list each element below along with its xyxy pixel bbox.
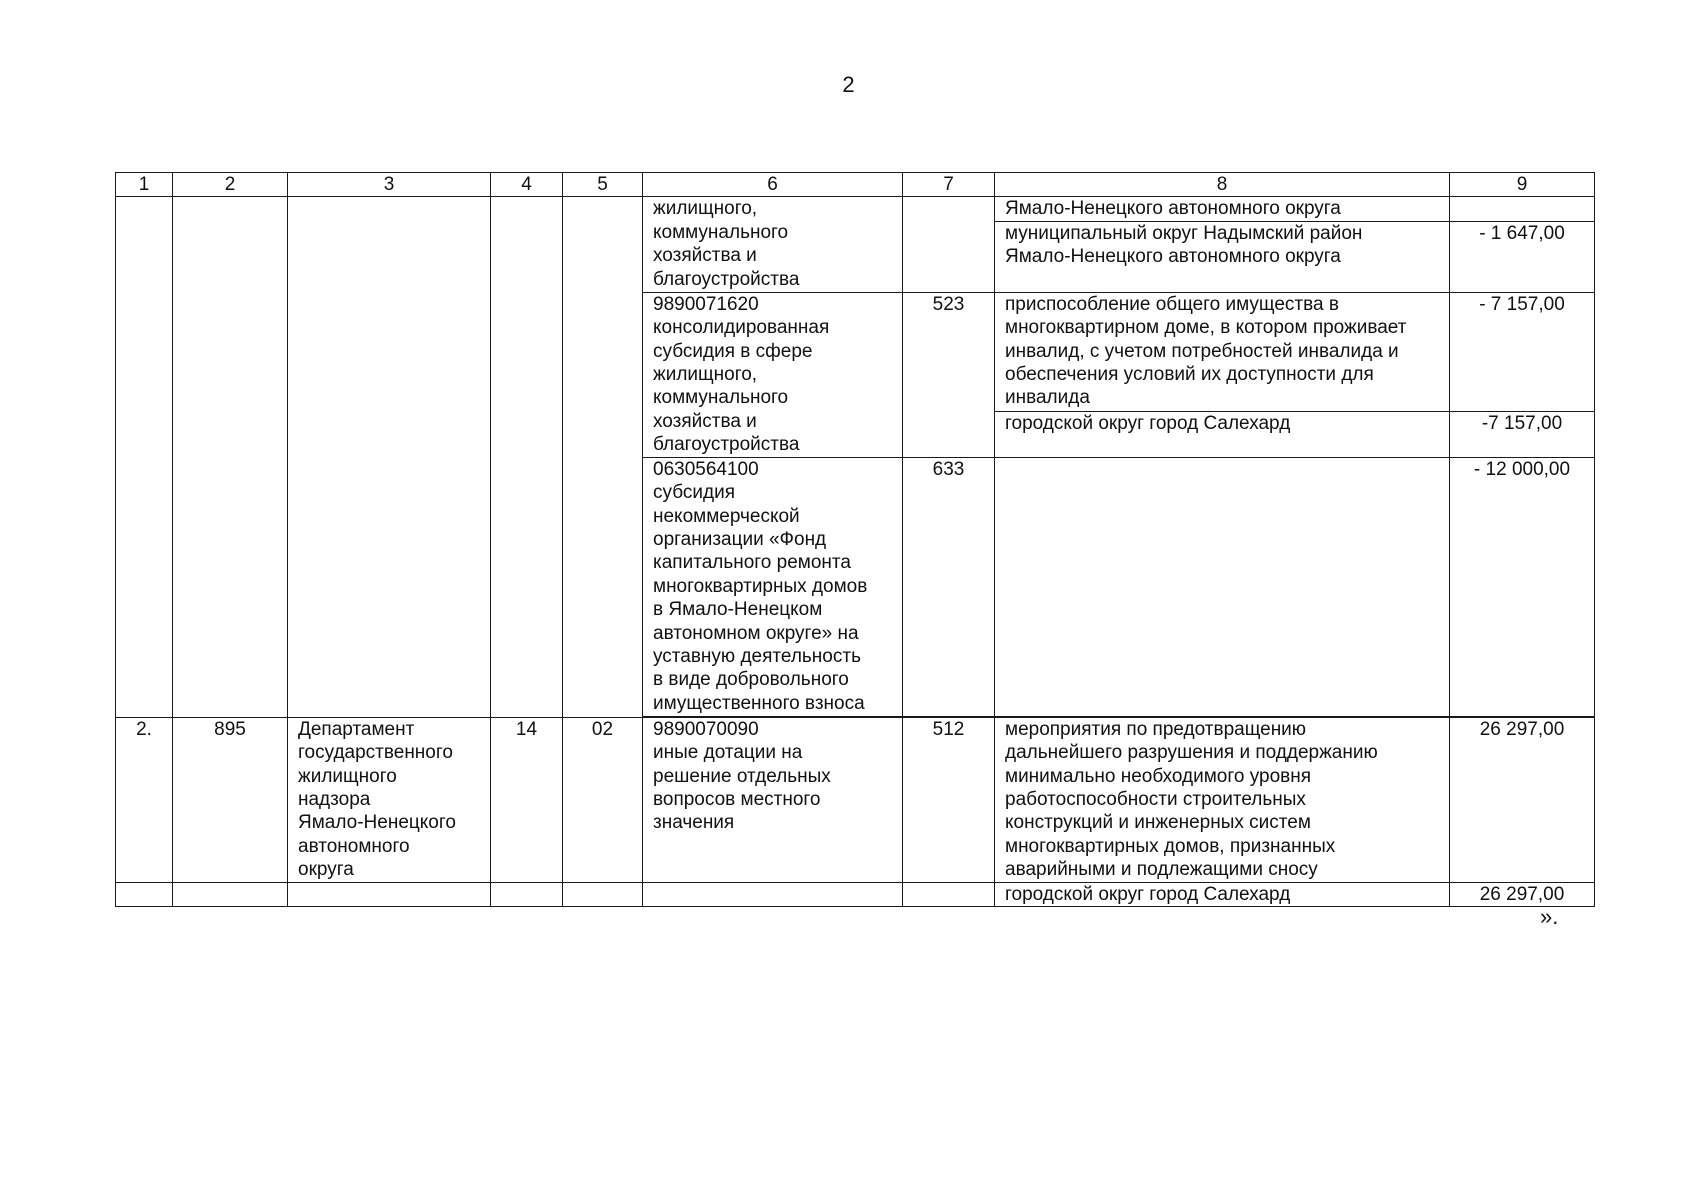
header-cell-8: 8 [995,173,1450,197]
cell-purpose: мероприятия по предотвращению дальнейшего разрушения и поддержанию минимально необходимого уровня работоспособности строительных конструкций и инженерных систем многоквартирных домов, признанных аварийными и подлежащими сносу [995,717,1450,882]
page-number: 2 [842,72,855,97]
cell-amount: - 12 000,00 [1450,457,1595,716]
cell-expense-type: 633 [903,457,995,716]
cell-target-article: 9890070090 иные дотации на решение отдельных вопросов местного значения [643,717,903,882]
cell-amount: -7 157,00 [1450,411,1595,457]
cell-purpose: Ямало-Ненецкого автономного округа [995,197,1450,221]
table-row [116,197,1595,221]
cell-municipality: муниципальный округ Надымский район Ямало-Ненецкого автономного округа [995,221,1450,292]
header-cell-5: 5 [563,173,643,197]
cell-purpose [995,457,1450,716]
table-header-row [116,173,1595,197]
cell-section: 14 [491,717,563,882]
cell-row-number: 2. [116,717,173,882]
header-cell-9: 9 [1450,173,1595,197]
header-cell-7: 7 [903,173,995,197]
cell-amount: - 1 647,00 [1450,221,1595,292]
cell-municipality: городской округ город Салехард [995,882,1450,906]
cell-expense-type: 523 [903,292,995,457]
cell-target-article: 9890071620 консолидированная субсидия в сфере жилищного, коммунального хозяйства и благоустройства [643,292,903,457]
header-cell-6: 6 [643,173,903,197]
cell-subsection: 02 [563,717,643,882]
cell-ministry-code: 895 [173,717,288,882]
budget-changes-table [115,172,1595,907]
cell-amount: 26 297,00 [1450,717,1595,882]
cell-ministry-name: Департамент государственного жилищного надзора Ямало-Ненецкого автономного округа [288,717,491,882]
cell-purpose: приспособление общего имущества в многоквартирном доме, в котором проживает инвалид, с учетом потребностей инвалида и обеспечения условий их доступности для инвалида [995,292,1450,411]
table-row [116,717,1595,882]
cell-target-article: жилищного, коммунального хозяйства и благоустройства [643,197,903,292]
closing-quote-mark: ». [1540,904,1559,929]
header-cell-3: 3 [288,173,491,197]
cell-amount [1450,197,1595,221]
cell-amount: - 7 157,00 [1450,292,1595,411]
cell-municipality: городской округ город Салехард [995,411,1450,457]
cell-col2-continued [173,197,288,717]
cell-expense-type: 512 [903,717,995,882]
table-row [116,882,1595,906]
header-cell-1: 1 [116,173,173,197]
cell-col3-continued [288,197,491,717]
header-cell-2: 2 [173,173,288,197]
header-cell-4: 4 [491,173,563,197]
cell-expense-type [903,197,995,292]
cell-col1-continued [116,197,173,717]
cell-col4-continued [491,197,563,717]
cell-amount: 26 297,00 [1450,882,1595,906]
cell-col5-continued [563,197,643,717]
cell-target-article: 0630564100 субсидия некоммерческой организации «Фонд капитального ремонта многоквартирных домов в Ямало-Ненецком автономном округе» на уставную деятельность в виде добровольного имущественного взноса [643,457,903,716]
